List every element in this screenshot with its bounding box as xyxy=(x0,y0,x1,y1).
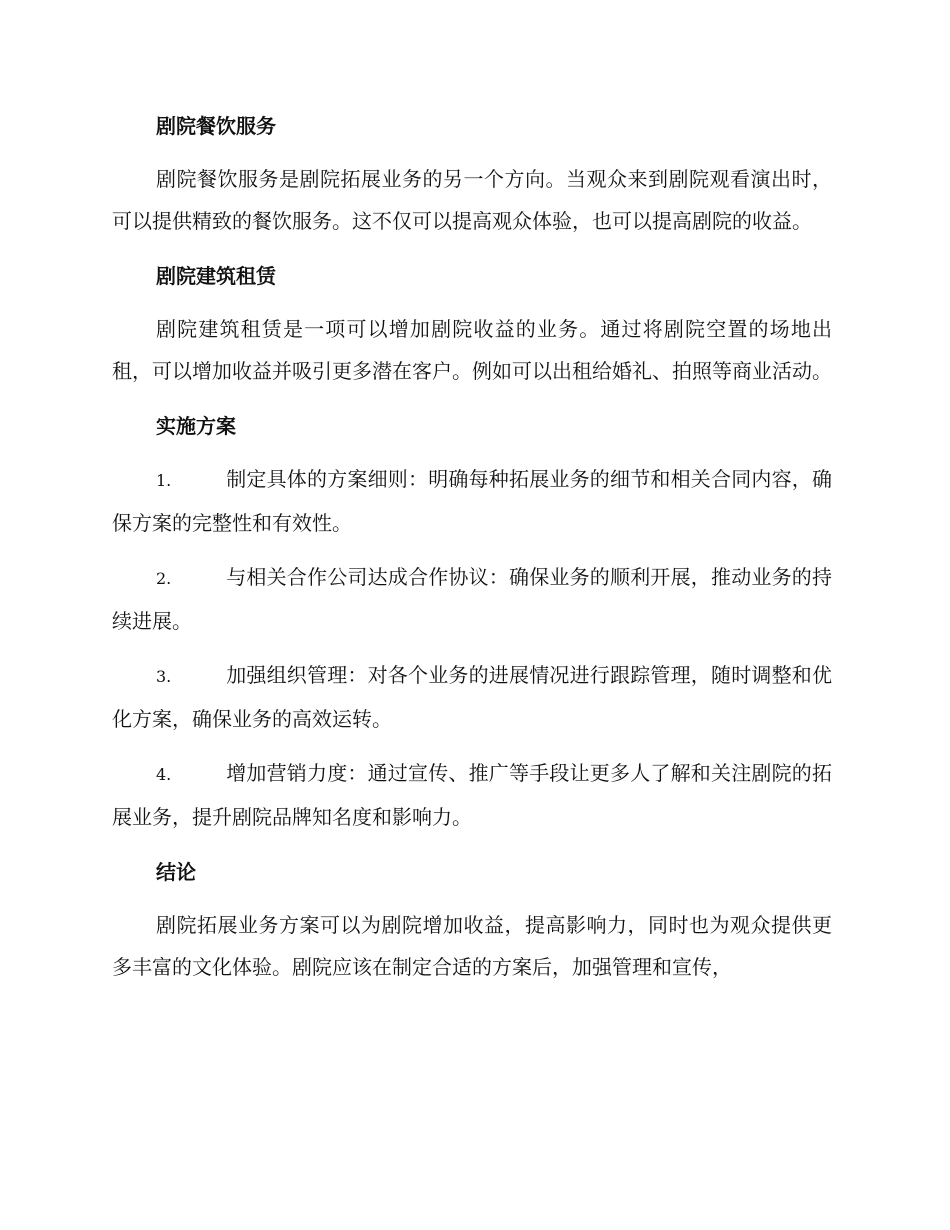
list-item xyxy=(112,556,832,642)
section-heading-conclusion: 结论 xyxy=(156,860,196,884)
list-item xyxy=(112,458,832,544)
section-paragraph-catering: 剧院餐饮服务是剧院拓展业务的另一个方向。当观众来到剧院观看演出时，可以提供精致的餐饮服务。这不仅可以提高观众体验，也可以提高剧院的收益。 xyxy=(112,167,832,233)
section-paragraph-conclusion: 剧院拓展业务方案可以为剧院增加收益，提高影响力，同时也为观众提供更多丰富的文化体验。剧院应该在制定合适的方案后，加强管理和宣传， xyxy=(112,913,832,979)
section-heading-catering: 剧院餐饮服务 xyxy=(156,114,276,138)
section-heading-implementation: 实施方案 xyxy=(156,414,236,438)
list-item-text: 增加营销力度：通过宣传、推广等手段让更多人了解和关注剧院的拓展业务，提升剧院品牌知名度和影响力。 xyxy=(112,761,832,829)
list-item-text: 制定具体的方案细则：明确每种拓展业务的细节和相关合同内容，确保方案的完整性和有效性。 xyxy=(112,467,832,535)
list-item-text: 与相关合作公司达成合作协议：确保业务的顺利开展，推动业务的持续进展。 xyxy=(112,565,832,633)
list-item xyxy=(112,654,832,740)
list-item-number: 1. xyxy=(156,471,172,490)
section-heading-rental: 剧院建筑租赁 xyxy=(156,264,276,288)
list-item xyxy=(112,752,832,838)
list-item-number: 2. xyxy=(156,569,172,588)
list-item-number: 4. xyxy=(156,765,172,784)
section-paragraph-rental: 剧院建筑租赁是一项可以增加剧院收益的业务。通过将剧院空置的场地出租，可以增加收益并吸引更多潜在客户。例如可以出租给婚礼、拍照等商业活动。 xyxy=(112,317,832,383)
list-item-number: 3. xyxy=(156,667,172,686)
document-page xyxy=(112,104,832,1000)
list-item-text: 加强组织管理：对各个业务的进展情况进行跟踪管理，随时调整和优化方案，确保业务的高效运转。 xyxy=(112,663,832,731)
